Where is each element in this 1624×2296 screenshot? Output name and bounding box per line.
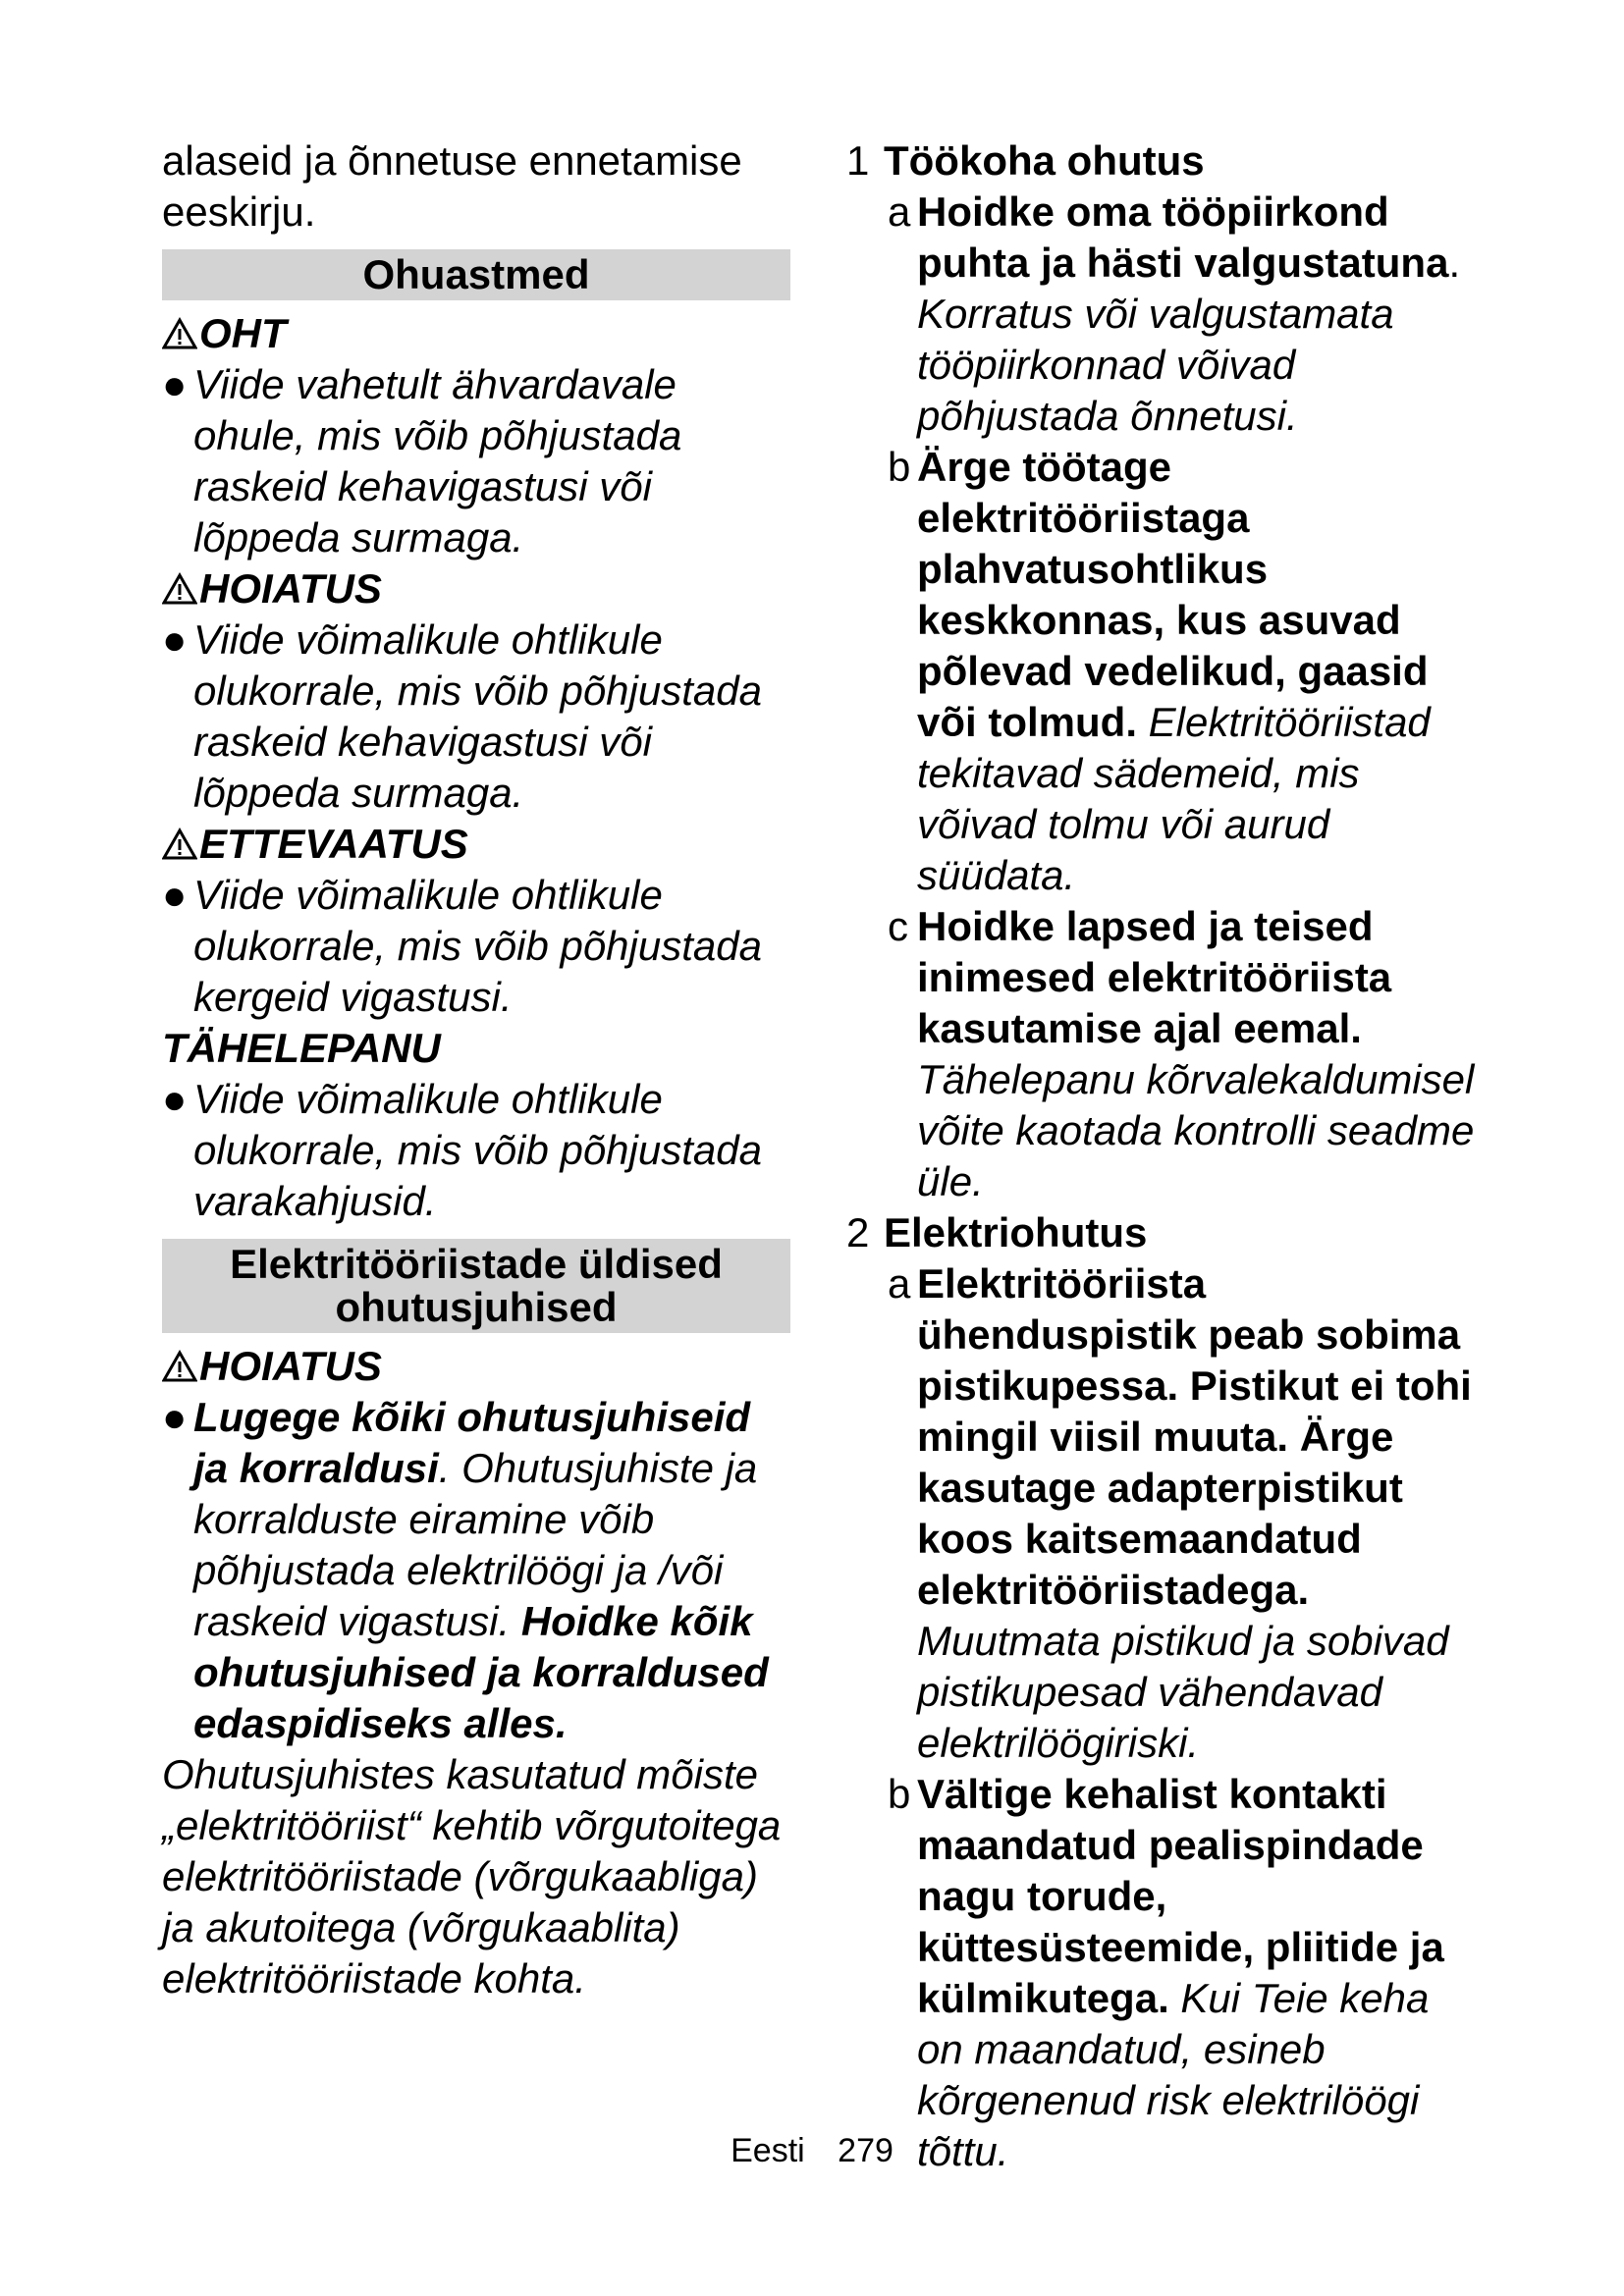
item-2a: a Elektritööriista ühenduspistik peab sobima pistikupessa. Pistikut ei tohi mingil viisil muuta. Ärge kasutage adapterpistikut koos kaitsemaandatud elektritööriistadega. Muutmata pistikud ja sobivad pistikupesad vähendavad elektrilöögiriski. (888, 1260, 1472, 1766)
section-2-heading: 2 Elektriohutus (846, 1209, 1148, 1255)
page-footer (0, 2132, 1624, 2170)
bullet-icon: ● (162, 1394, 188, 1440)
signal-hoiatus (162, 563, 790, 614)
signal-oht (162, 308, 790, 359)
signal-ettevaatus-label: ETTEVAATUS (199, 821, 468, 867)
signal-tahelepanu-label: TÄHELEPANU (162, 1025, 441, 1071)
item-2b: b Vältige kehalist kontakti maandatud pealispindade nagu torude, küttesüsteemide, pliitide ja külmikutega. Kui Teie keha on maandatud, esineb kõrgenenud risk elektrilöögi tõttu. (888, 1771, 1444, 2174)
signal-ettevaatus-description: ● Viide võimalikule ohtlikule olukorrale, mis võib põhjustada kergeid vigastusi. (162, 872, 762, 1020)
item-1c: c Hoidke lapsed ja teised inimesed elektritööriista kasutamise ajal eemal. Tähelepanu kõrvalekaldumisel võite kaotada kontrolli seadme üle. (888, 903, 1475, 1204)
page-number: 279 (838, 2132, 893, 2169)
signal-tahelepanu (162, 1023, 790, 1074)
bullet-icon: ● (162, 1076, 188, 1122)
signal-tahelepanu-description: ● Viide võimalikule ohtlikule olukorrale, mis võib põhjustada varakahjusid. (162, 1076, 762, 1224)
section-heading-general-safety: Elektritööriistade üldised ohutusjuhised (162, 1239, 790, 1333)
warning-triangle-icon (162, 828, 197, 861)
signal-oht-description: ● Viide vahetult ähvardavale ohule, mis võib põhjustada raskeid kehavigastusi või lõppeda surmaga. (162, 361, 682, 561)
signal-hoiatus-label: HOIATUS (199, 565, 382, 612)
section-heading-signal-words: Ohuastmed (162, 249, 790, 300)
signal-hoiatus-description: ● Viide võimalikule ohtlikule olukorrale, mis võib põhjustada raskeid kehavigastusi või lõppeda surmaga. (162, 616, 762, 816)
warning-triangle-icon (162, 317, 197, 350)
signal-ettevaatus (162, 819, 790, 870)
item-1a: a Hoidke oma tööpiirkond puhta ja hästi valgustatuna. Korratus või valgustamata tööpiirkonnad võivad põhjustada õnnetusi. (888, 188, 1461, 439)
signal-hoiatus-general-label: HOIATUS (199, 1343, 382, 1389)
warning-triangle-icon (162, 1350, 197, 1383)
term-definition: Ohutusjuhistes kasutatud mõiste „elektritööriist“ kehtib võrgutoitega elektritööriistade (võrgukaabliga) ja akutoitega (võrgukaablita) elektritööriistade kohta. (162, 1751, 782, 2002)
section-1-heading: 1 Töökoha ohutus (846, 137, 1205, 184)
read-all-instructions: ● Lugege kõiki ohutusjuhiseid ja korraldusi. Ohutusjuhiste ja korralduste eiramine võib põhjustada elektrilöögi ja /või raskeid vigastusi. Hoidke kõik ohutusjuhised ja korraldused edaspidiseks alles. (162, 1394, 769, 1746)
bullet-icon: ● (162, 872, 188, 918)
right-column (846, 135, 1485, 2177)
bullet-icon: ● (162, 361, 188, 407)
left-column (162, 135, 790, 2004)
item-1b: b Ärge töötage elektritööriistaga plahvatusohtlikus keskkonnas, kus asuvad põlevad vedelikud, gaasid või tolmud. Elektritööriistad tekitavad sädemeid, mis võivad tolmu või aurud süüdata. (888, 444, 1431, 898)
signal-oht-label: OHT (199, 310, 287, 356)
warning-triangle-icon (162, 572, 197, 606)
intro-text: alaseid ja õnnetuse ennetamise eeskirju. (162, 137, 742, 235)
bullet-icon: ● (162, 616, 188, 663)
footer-language: Eesti (731, 2132, 805, 2169)
signal-hoiatus-general (162, 1341, 790, 1392)
